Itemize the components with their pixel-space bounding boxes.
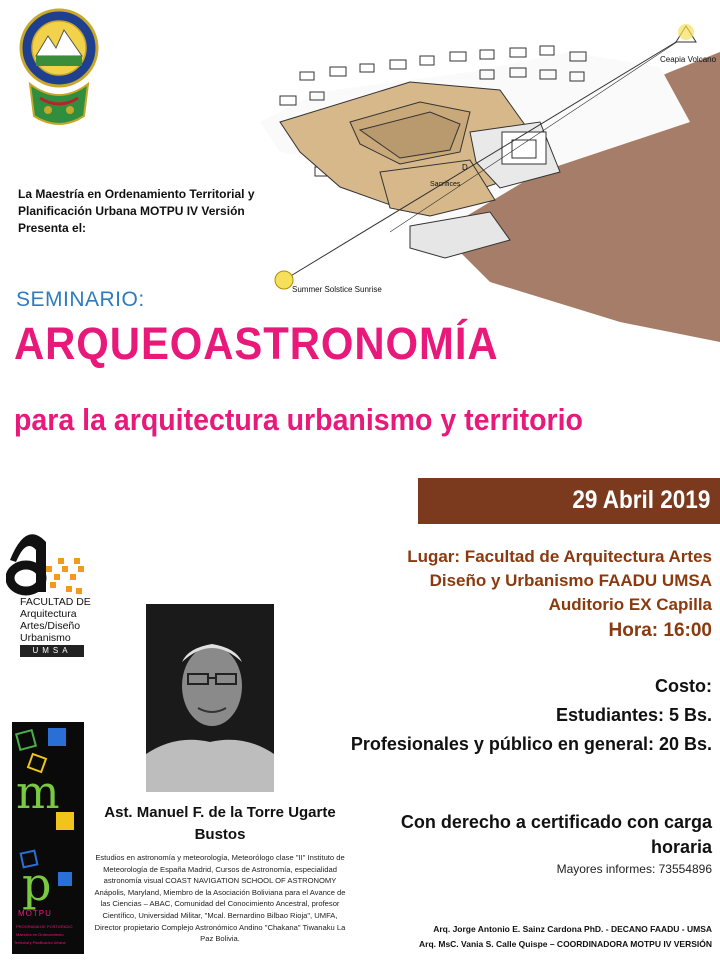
speaker-name-line-1: Ast. Manuel F. de la Torre Ugarte [104, 804, 336, 821]
site-plan-diagram [240, 12, 720, 342]
seminario-label: SEMINARIO: [16, 288, 145, 311]
venue-line-2: Diseño y Urbanismo FAADU UMSA [429, 571, 712, 590]
faadu-name [20, 596, 91, 644]
date-banner [418, 478, 720, 524]
certificate-info [401, 810, 712, 860]
faadu-line-1: FACULTAD DE [20, 596, 91, 608]
venue-info [407, 545, 712, 617]
venue-line-1: Lugar: Facultad de Arquitectura Artes [407, 547, 712, 566]
cost-professionals: Profesionales y público en general: 20 Bs. [350, 734, 712, 754]
event-subtitle: para la arquitectura urbanismo y territorio [14, 402, 583, 437]
faadu-line-4: Urbanismo [20, 632, 71, 644]
certificate-line-1: Con derecho a certificado con carga [400, 812, 712, 832]
faadu-line-2: Arquitectura [20, 608, 77, 620]
motpu-brand: MOTPU [18, 909, 52, 918]
certificate-line-2: horaria [650, 837, 712, 857]
event-title: ARQUEOASTRONOMÍA [14, 318, 499, 369]
sacrifices-label: Sacrifices [430, 181, 461, 188]
contact-info: Mayores informes: 73554896 [556, 862, 712, 876]
intro-line-1: La Maestría en Ordenamiento Territorial y [18, 187, 255, 201]
motpu-letter-p: p [22, 857, 52, 911]
speaker-bio: Estudios en astronomía y meteorología, Meteorólogo clase "II" Instituto de Meteorología de España Madrid, Cursos de Astronomía, especialidad astronomía visual COAST NAVIGATION SCHOOL OF ASTRONOMY Anápolis, Maryland, Miembro de la Asociación Boliviana para el Avance de las Ciencias – ABAC, Comunidad del Conocimiento Ancestral, profesor Científico, Universidad Militar, "Mcal. Bernardino Bilbao Rioja", UMFA, Director propietario Complejo Astronómico Andino "Chakana" Tiwanaku La Paz Bolivia. [94, 853, 346, 944]
intro-line-2: Planificación Urbana MOTPU IV Versión [18, 204, 245, 218]
credit-dean: Arq. Jorge Antonio E. Sainz Cardona PhD. - DECANO FAADU - UMSA [433, 924, 712, 934]
d-label: D [462, 163, 468, 172]
venue-line-3: Auditorio EX Capilla [548, 595, 712, 614]
cost-info [351, 672, 712, 759]
motpu-small-3: Territorial y Planificación Urbana [14, 941, 66, 945]
speaker-name [96, 802, 344, 846]
umsa-bar: UMSA [20, 645, 84, 657]
credits [419, 922, 712, 952]
intro-line-3: Presenta el: [18, 221, 87, 235]
faadu-line-3: Artes/Diseño [20, 620, 81, 632]
cost-students: Estudiantes: 5 Bs. [555, 705, 712, 725]
university-seal-logo [18, 6, 100, 136]
motpu-logo-icon [12, 722, 84, 954]
credit-coordinator: Arq. MsC. Vania S. Calle Quispe – COORDINADORA MOTPU IV VERSIÓN [419, 939, 712, 949]
volcano-label: Ceapia Volcano [660, 55, 717, 64]
motpu-small-1: PROGRAMA DE POSTGRADO [16, 924, 73, 929]
speaker-name-line-2: Bustos [194, 826, 246, 843]
sunrise-label: Summer Solstice Sunrise [292, 285, 382, 294]
event-date: 29 Abril 2019 [571, 486, 710, 514]
intro-text [18, 186, 258, 237]
cost-label: Costo: [655, 676, 712, 696]
event-time: Hora: 16:00 [608, 620, 712, 641]
speaker-portrait [146, 604, 274, 792]
motpu-small-2: Maestría en Ordenamiento [16, 932, 64, 937]
motpu-letter-m: m [16, 765, 60, 819]
